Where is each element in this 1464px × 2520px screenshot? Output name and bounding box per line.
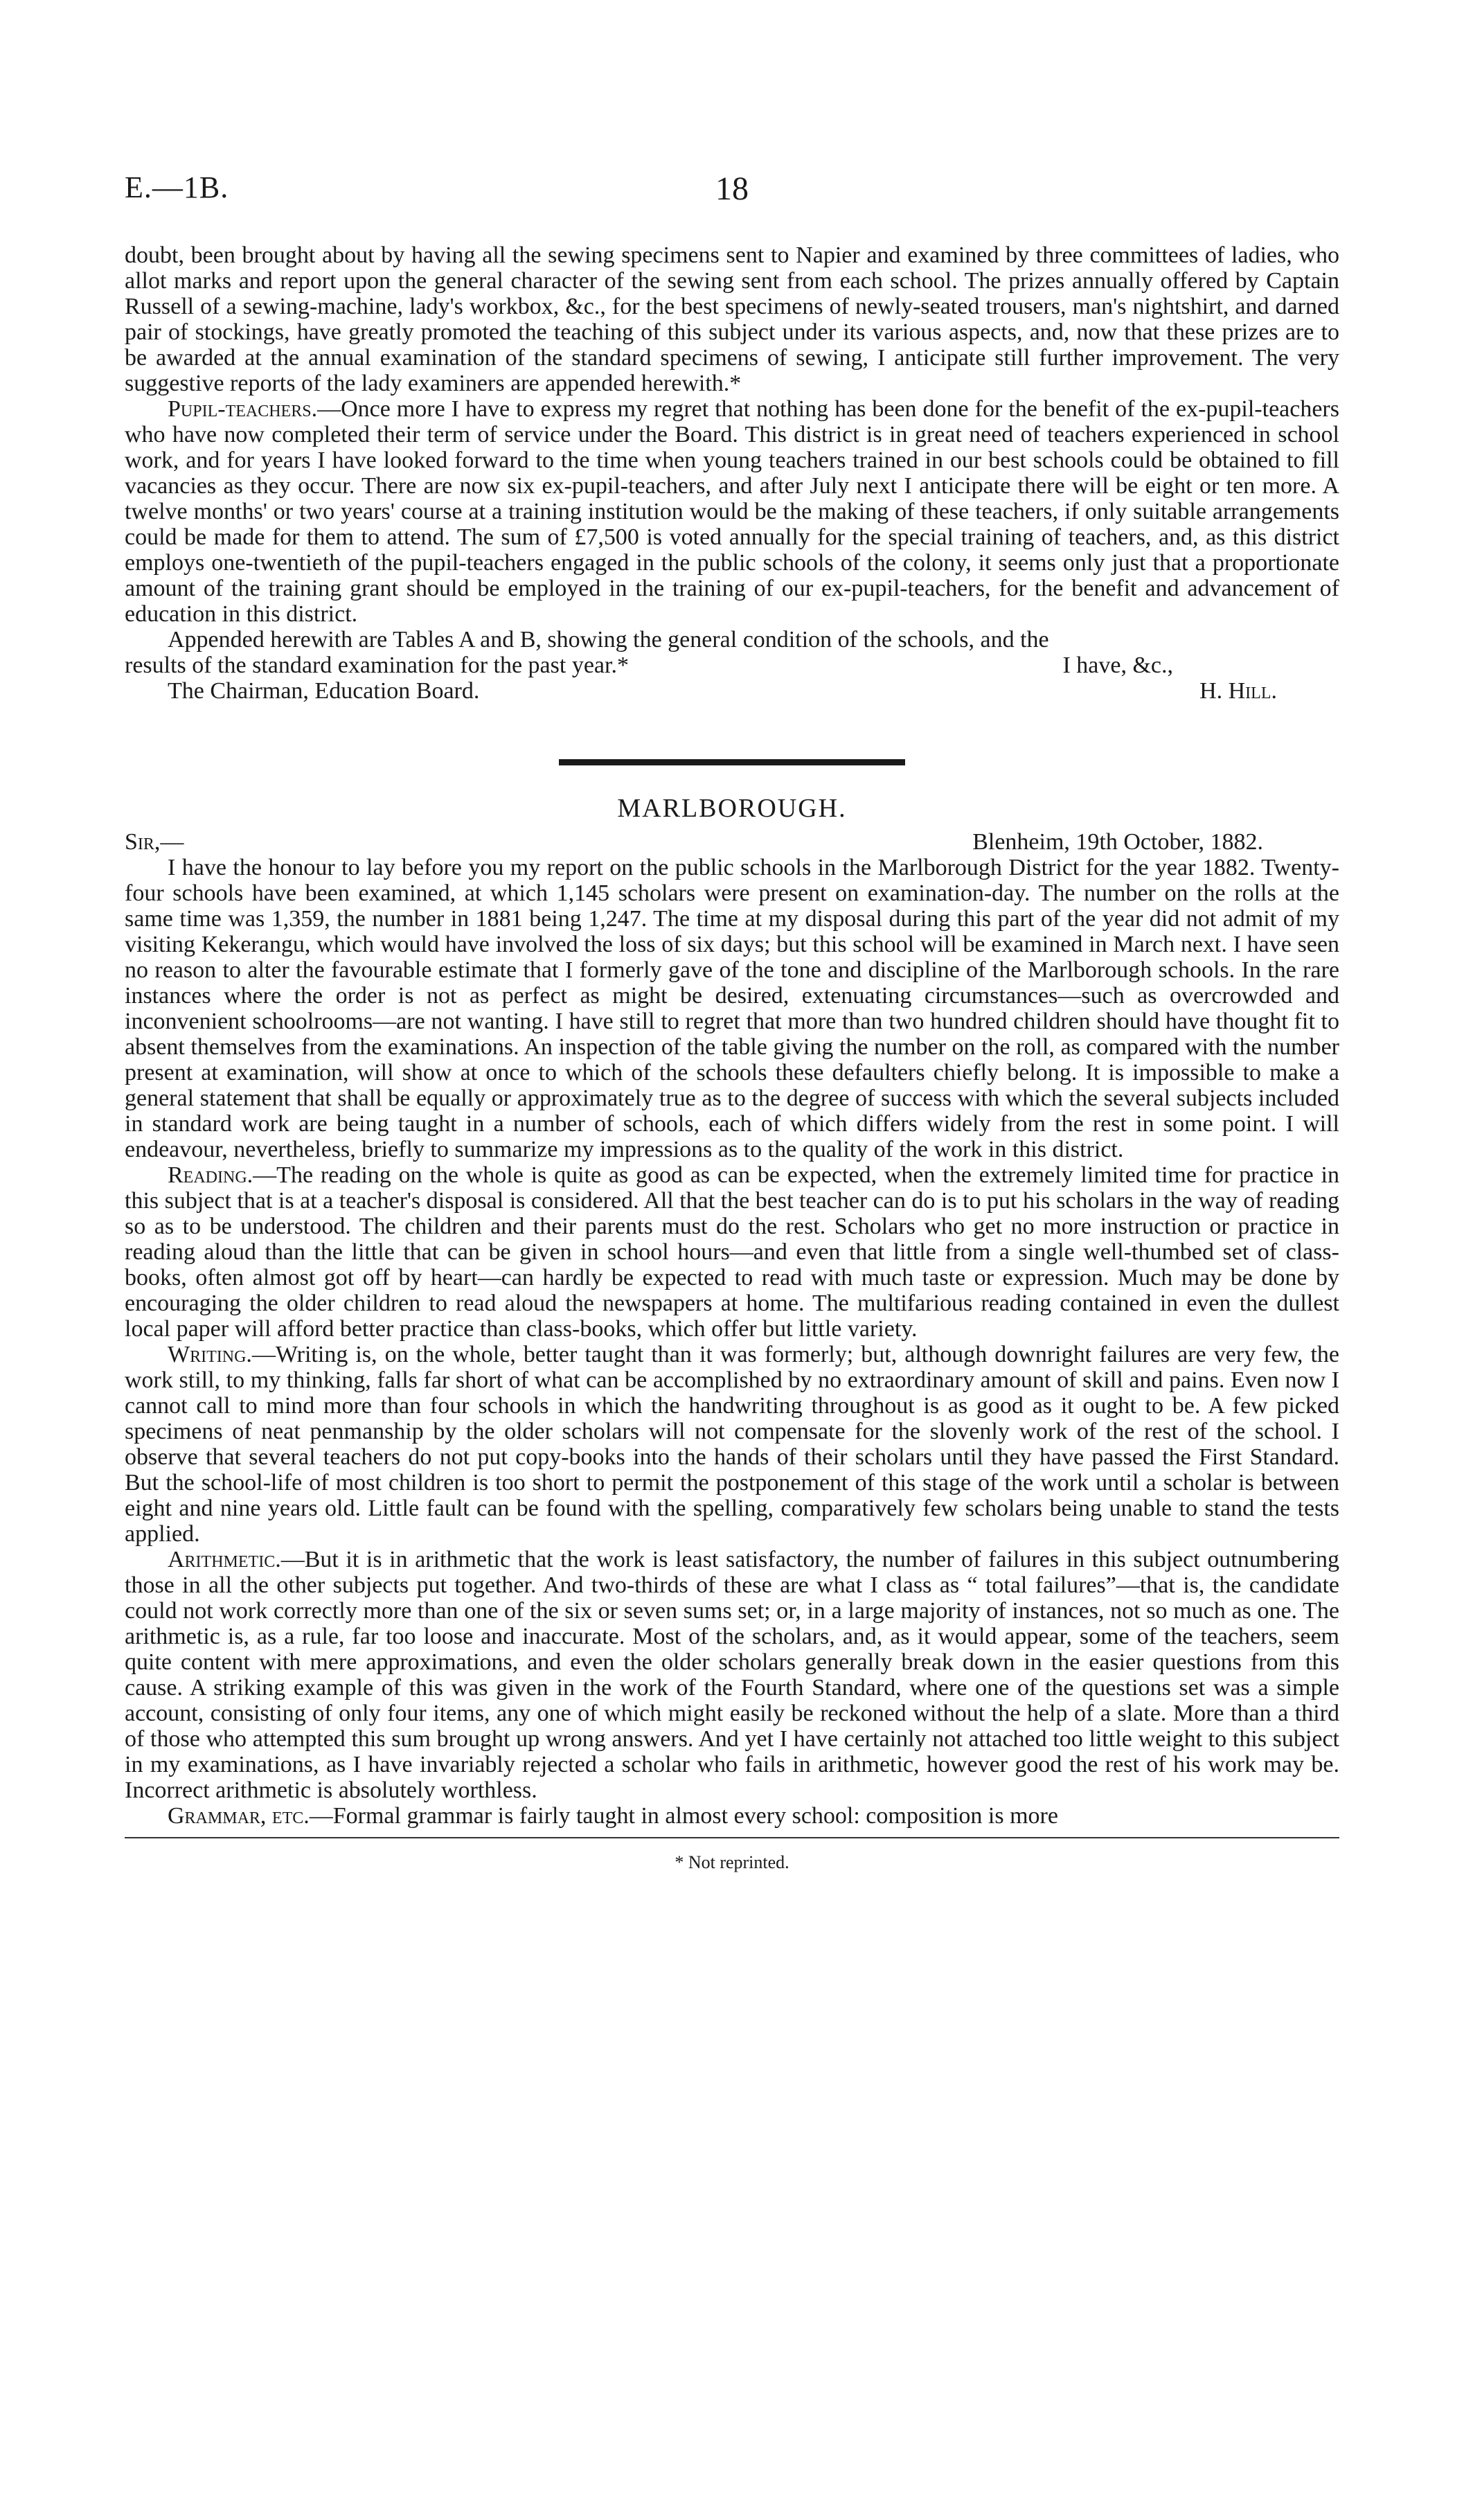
grammar-text: —Formal grammar is fairly taught in almost every school: composition is more [309,1803,1058,1829]
closing-phrase: I have, &c., [1062,653,1173,678]
signature: H. Hill. [1199,678,1277,704]
writing-text: —Writing is, on the whole, better taught than it was formerly; but, although downright failures are very few, the work still, to my thinking, falls far short of what can be accomplished by no extraordinary amount of skill and pains. Even now I cannot call to mind more than four schools in which the handwriting throughout is as good as it ought to be. A few picked specimens of neat penmanship by the older scholars will not compensate for the slovenly work of the rest of the school. I observe that several teachers do not put copy-books into the hands of their scholars until they have passed the First Standard. But the school-life of most children is too short to permit the postponement of this stage of the work until a scholar is between eight and nine years old. Little fault can be found with the spelling, comparatively few scholars being unable to stand the tests applied. [125,1342,1339,1547]
body-text [125,242,1339,1873]
paragraph-intro: I have the honour to lay before you my report on the public schools in the Marlborough District for the year 1882. Twenty-four schools have been examined, at which 1,145 scholars were present on examination-day. The number on the rolls at the same time was 1,359, the number in 1881 being 1,247. The time at my disposal during this part of the year did not admit of my visiting Kekerangu, which would have involved the loss of six days; but this school will be examined in March next. I have seen no reason to alter the favourable estimate that I formerly gave of the tone and discipline of the Marlborough schools. In the rare instances where the order is not as perfect as might be desired, extenuating circumstances—such as overcrowded and inconvenient schoolrooms—are not wanting. I have still to regret that more than two hundred children should have thought fit to absent themselves from the examinations. An inspection of the table giving the number on the roll, as compared with the number present at examination, will show at once to which of the schools these defaulters chiefly belong. It is impossible to make a general statement that shall be equally or approximately true as to the degree of success with which the several subjects included in standard work are being taught in a number of schools, each of which differs widely from the rest in some point. I will endeavour, nevertheless, briefly to summarize my impressions as to the quality of the work in this district. [125,855,1339,1162]
salutation: Sir,— [125,829,184,855]
addressee: The Chairman, Education Board. [168,678,480,704]
arithmetic-heading: Arithmetic. [168,1547,281,1572]
grammar-heading: Grammar, etc. [168,1803,310,1829]
page-number: 18 [715,170,749,207]
addressee-signature-line [125,678,1339,704]
document-reference: E.—1B. [125,170,229,204]
paragraph-reading [125,1162,1339,1342]
reading-heading: Reading. [168,1162,253,1188]
appended-continuation: results of the standard examination for the past year.* [125,653,629,678]
paragraph-appended: Appended herewith are Tables A and B, showing the general condition of the schools, and the [168,627,1049,653]
page-header [125,170,1339,211]
pupil-teachers-text: —Once more I have to express my regret that nothing has been done for the benefit of the ex-pupil-teachers who have now completed their term of service under the Board. This district is in great need of teachers experienced in school work, and for years I have looked forward to the time when young teachers trained in our best schools could be obtained to fill vacancies as they occur. There are now six ex-pupil-teachers, and after July next I anticipate there will be eight or ten more. A twelve months' or two years' course at a training institution would be the making of these teachers, if only suitable arrangements could be made for them to attend. The sum of £7,500 is voted annually for the special training of teachers, and, as this district employs one-twentieth of the pupil-teachers engaged in the public schools of the colony, it seems only just that a proportionate amount of the training grant should be employed in the training of our ex-pupil-teachers, for the benefit and advancement of education in this district. [125,396,1339,627]
footnote-rule [125,1837,1339,1838]
arithmetic-text: —But it is in arithmetic that the work is least satisfactory, the number of failures in this subject outnumbering those in all the other subjects put together. And two-thirds of these are what I class as “ total failures”—that is, the candidate could not work correctly more than one of the six or seven sums set; or, in a large majority of instances, not so much as one. The arithmetic is, as a rule, far too loose and inaccurate. Most of the scholars, and, as it would appear, some of the teachers, seem quite content with mere approximations, and even the older scholars generally break down in the easier questions from this cause. A striking example of this was given in the work of the Fourth Standard, where one of the questions set was a simple account, consisting of only four items, any one of which might easily be reckoned without the help of a slate. More than a third of those who attempted this sum brought up wrong answers. And yet I have certainly not attached too little weight to this subject in my examinations, as I have invariably rejected a scholar who fails in arithmetic, however good the rest of his work may be. Incorrect arithmetic is absolutely worthless. [125,1547,1339,1803]
section-divider [559,759,905,765]
appended-closing-line [125,653,1339,678]
writing-heading: Writing. [168,1342,252,1367]
paragraph-grammar [125,1803,1339,1829]
paragraph-pupil-teachers [125,396,1339,627]
section-title: MARLBOROUGH. [617,794,847,823]
paragraph-sewing: doubt, been brought about by having all the sewing specimens sent to Napier and examined by three committees of ladies, who allot marks and report upon the general character of the sewing sent from each school. The prizes annually offered by Captain Russell of a sewing-machine, lady's workbox, &c., for the best specimens of newly-seated trousers, man's nightshirt, and darned pair of stockings, have greatly promoted the teaching of this subject under its various aspects, and, now that these prizes are to be awarded at the annual examination of the standard specimens of sewing, I anticipate still further improvement. The very suggestive reports of the lady examiners are appended herewith.* [125,242,1339,396]
reading-text: —The reading on the whole is quite as good as can be expected, when the extremely limited time for practice in this subject that is at a teacher's disposal is considered. All that the best teacher can do is to put his scholars in the way of reading so as to be understood. The children and their parents must do the rest. Scholars who get no more instruction or practice in reading aloud than the little that can be given in school hours—and even that little from a single well-thumbed set of class-books, often almost got off by heart—can hardly be expected to read with much taste or expression. Much may be done by encouraging the older children to read aloud the newspapers at home. The multifarious reading contained in even the dullest local paper will afford better practice than class-books, which offer but little variety. [125,1162,1339,1342]
footnote: * Not reprinted. [675,1852,789,1872]
paragraph-writing [125,1342,1339,1547]
paragraph-arithmetic [125,1547,1339,1803]
place-date: Blenheim, 19th October, 1882. [972,829,1263,855]
pupil-teachers-heading: Pupil-teachers. [168,396,318,422]
salutation-line [125,829,1339,855]
